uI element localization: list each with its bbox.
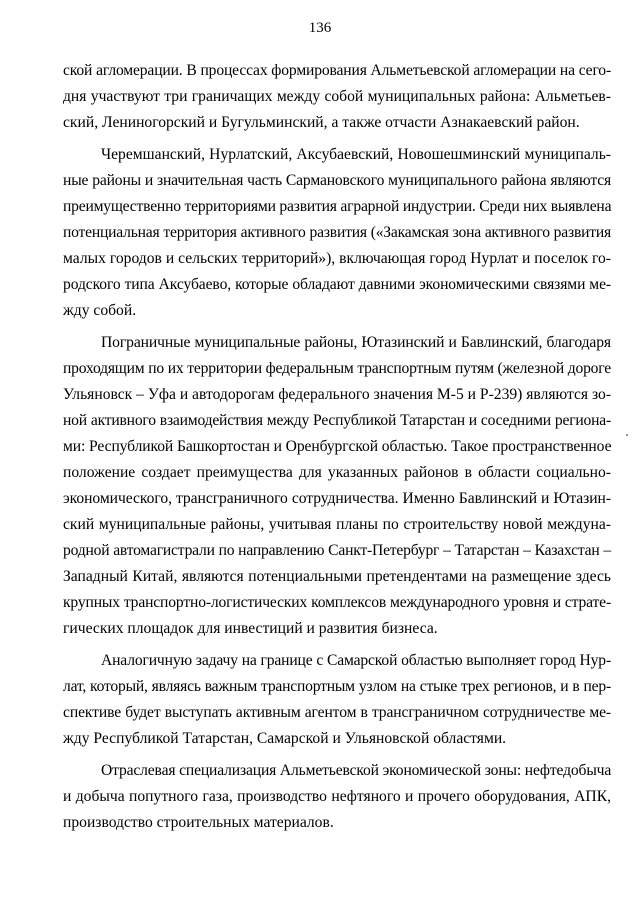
text-line: гических площадок для инвестиций и развития бизнеса. (63, 620, 438, 637)
paragraph-3 (63, 330, 611, 642)
text-line: Ульяновск – Уфа и автодорогам федерального значения М-5 и Р-239) являются зо- (63, 386, 612, 403)
text-line: дня участвуют три граничащих между собой муниципальных района: Альметьев- (63, 88, 611, 105)
text-line: Аналогичную задачу на границе с Самарской областью выполняет город Нур- (101, 652, 611, 669)
document-body (63, 58, 611, 836)
text-line: родского типа Аксубаево, которые обладают давними экономическими связями ме- (63, 276, 611, 293)
text-line: лат, который, являясь важным транспортным узлом на стыке трех регионов, и в пер- (63, 678, 611, 695)
text-line: Западный Китай, являются потенциальными претендентами на размещение здесь (63, 568, 611, 585)
page-number: 136 (308, 20, 332, 36)
text-line: Пограничные муниципальные районы, Ютазинский и Бавлинский, благодаря (101, 334, 611, 351)
text-line: Отраслевая специализация Альметьевской экономической зоны: нефтедобыча (101, 762, 612, 779)
text-line: экономического, трансграничного сотрудничества. Именно Бавлинский и Ютазин- (63, 490, 611, 507)
text-line: крупных транспортно-логистических комплексов международного уровня и страте- (63, 594, 611, 611)
text-line: ский, Лениногорский и Бугульминский, а также отчасти Азнакаевский район. (63, 114, 580, 131)
text-line: ной активного взаимодействия между Республикой Татарстан и соседними региона- (63, 412, 611, 429)
text-line: потенциальная территория активного развития («Закамская зона активного развития (63, 224, 611, 241)
text-line: ные районы и значительная часть Сармановского муниципального района являются (63, 172, 611, 189)
text-line: ской агломерации. В процессах формирования Альметьевской агломерации на сего- (63, 62, 611, 79)
text-line: положение создает преимущества для указанных районов в области социально- (63, 464, 611, 481)
text-line: производство строительных материалов. (63, 814, 334, 831)
text-line: преимущественно территориями развития аграрной индустрии. Среди них выявлена (63, 198, 612, 215)
paragraph-5 (63, 758, 611, 836)
paragraph-2 (63, 142, 611, 324)
text-line: жду собой. (63, 302, 137, 319)
paragraph-1 (63, 58, 611, 136)
paragraph-4 (63, 648, 611, 752)
text-line: малых городов и сельских территорий»), включающая город Нурлат и поселок го- (63, 250, 611, 267)
text-line: и добыча попутного газа, производство нефтяного и прочего оборудования, АПК, (63, 788, 611, 805)
text-line: жду Республикой Татарстан, Самарской и Ульяновской областями. (63, 730, 507, 747)
text-line: родной автомагистрали по направлению Санкт-Петербург – Татарстан – Казахстан – (63, 542, 611, 559)
text-line: спективе будет выступать активным агентом в трансграничном сотрудничестве ме- (63, 704, 611, 721)
scan-speck (626, 434, 628, 436)
text-line: ский муниципальные районы, учитывая планы по строительству новой междуна- (63, 516, 611, 533)
text-line: Черемшанский, Нурлатский, Аксубаевский, Новошешминский муниципаль- (101, 146, 611, 163)
text-line: проходящим по их территории федеральным транспортным путям (железной дороге (63, 360, 611, 377)
text-line: ми: Республикой Башкортостан и Оренбургской областью. Такое пространственное (63, 438, 612, 455)
